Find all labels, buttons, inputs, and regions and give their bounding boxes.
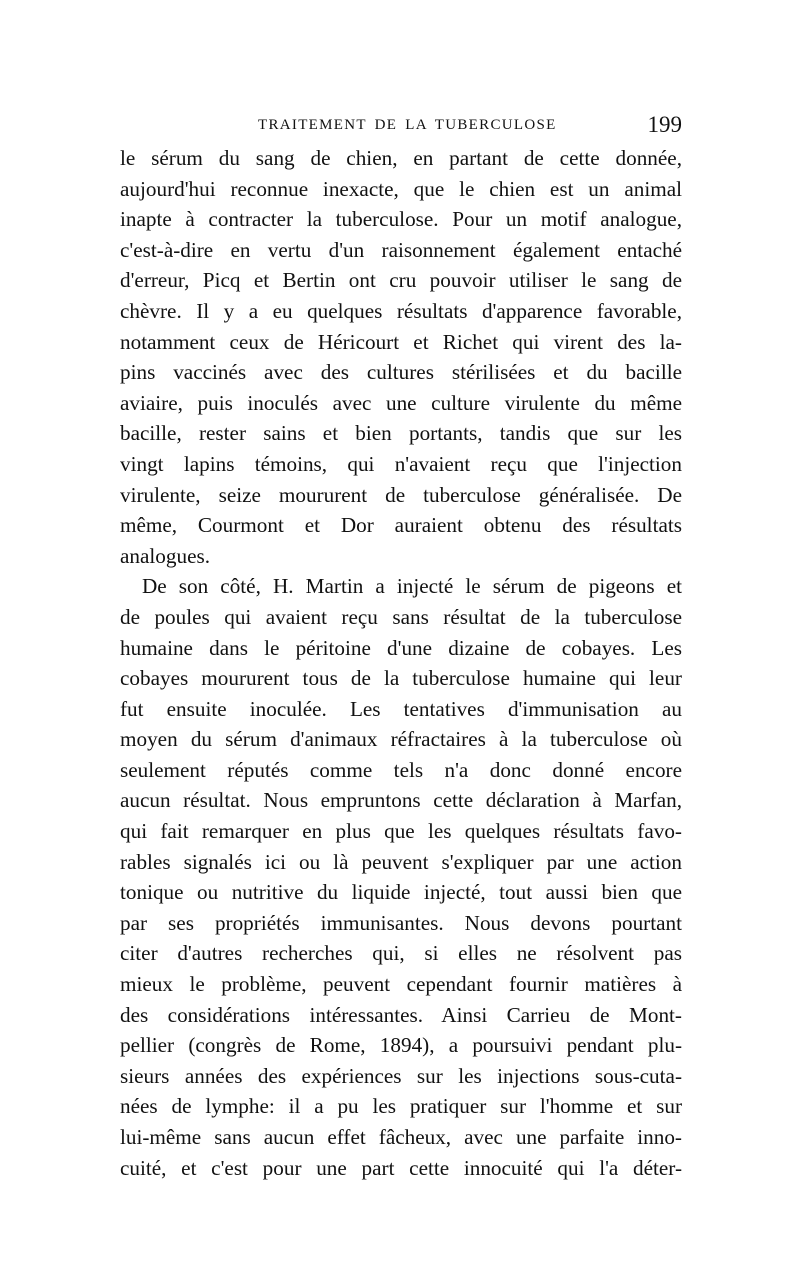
text-line: analogues. bbox=[120, 543, 211, 568]
text-line: aucun résultat. Nous empruntons cette déclaration à Marfan, bbox=[120, 788, 682, 813]
text-line: de poules qui avaient reçu sans résultat de la tuberculose bbox=[120, 604, 682, 629]
text-line: De son côté, H. Martin a injecté le sérum de pigeons et bbox=[142, 574, 682, 599]
text-line: fut ensuite inoculée. Les tentatives d'immunisation au bbox=[120, 696, 682, 721]
text-line: aviaire, puis inoculés avec une culture virulente du même bbox=[120, 390, 682, 415]
text-line: des considérations intéressantes. Ainsi Carrieu de Mont- bbox=[120, 1002, 682, 1027]
text-line: tonique ou nutritive du liquide injecté, tout aussi bien que bbox=[120, 880, 682, 905]
text-line: d'erreur, Picq et Bertin ont cru pouvoir utiliser le sang de bbox=[120, 268, 682, 293]
text-line: bacille, rester sains et bien portants, tandis que sur les bbox=[120, 421, 682, 446]
running-head bbox=[120, 112, 682, 142]
text-line: cuité, et c'est pour une part cette innocuité qui l'a déter- bbox=[120, 1155, 682, 1180]
text-line: lui-même sans aucun effet fâcheux, avec une parfaite inno- bbox=[120, 1125, 682, 1149]
text-line: aujourd'hui reconnue inexacte, que le chien est un animal bbox=[120, 176, 682, 201]
body-text bbox=[120, 143, 682, 1183]
text-line: qui fait remarquer en plus que les quelques résultats favo- bbox=[120, 819, 682, 844]
text-line: virulente, seize moururent de tuberculose généralisée. De bbox=[120, 482, 682, 507]
text-line: vingt lapins témoins, qui n'avaient reçu que l'injection bbox=[120, 451, 682, 476]
running-title: TRAITEMENT DE LA TUBERCULOSE bbox=[258, 117, 557, 133]
text-line: nées de lymphe: il a pu les pratiquer sur l'homme et sur bbox=[120, 1094, 682, 1119]
text-line: chèvre. Il y a eu quelques résultats d'apparence favorable, bbox=[120, 298, 682, 323]
text-line: même, Courmont et Dor auraient obtenu des résultats bbox=[120, 513, 682, 538]
text-line: cobayes moururent tous de la tuberculose humaine qui leur bbox=[120, 666, 682, 691]
text-line: seulement réputés comme tels n'a donc donné encore bbox=[120, 757, 682, 782]
page-number: 199 bbox=[647, 112, 682, 137]
text-line: mieux le problème, peuvent cependant fournir matières à bbox=[120, 972, 682, 997]
text-line: inapte à contracter la tuberculose. Pour un motif analogue, bbox=[120, 207, 682, 232]
text-line: rables signalés ici ou là peuvent s'expliquer par une action bbox=[120, 849, 682, 874]
paragraph bbox=[120, 571, 682, 1183]
text-line: moyen du sérum d'animaux réfractaires à la tuberculose où bbox=[120, 727, 682, 752]
paragraph bbox=[120, 143, 682, 571]
text-line: par ses propriétés immunisantes. Nous devons pourtant bbox=[120, 910, 682, 935]
text-line: citer d'autres recherches qui, si elles ne résolvent pas bbox=[120, 941, 682, 966]
text-line: notamment ceux de Héricourt et Richet qui virent des la- bbox=[120, 329, 682, 354]
text-line: humaine dans le péritoine d'une dizaine de cobayes. Les bbox=[120, 635, 682, 660]
text-line: le sérum du sang de chien, en partant de cette donnée, bbox=[120, 146, 682, 170]
text-line: pellier (congrès de Rome, 1894), a poursuivi pendant plu- bbox=[120, 1033, 682, 1058]
text-line: pins vaccinés avec des cultures stérilisées et du bacille bbox=[120, 360, 682, 385]
text-line: sieurs années des expériences sur les injections sous-cuta- bbox=[120, 1063, 682, 1088]
text-line: c'est-à-dire en vertu d'un raisonnement également entaché bbox=[120, 237, 682, 262]
